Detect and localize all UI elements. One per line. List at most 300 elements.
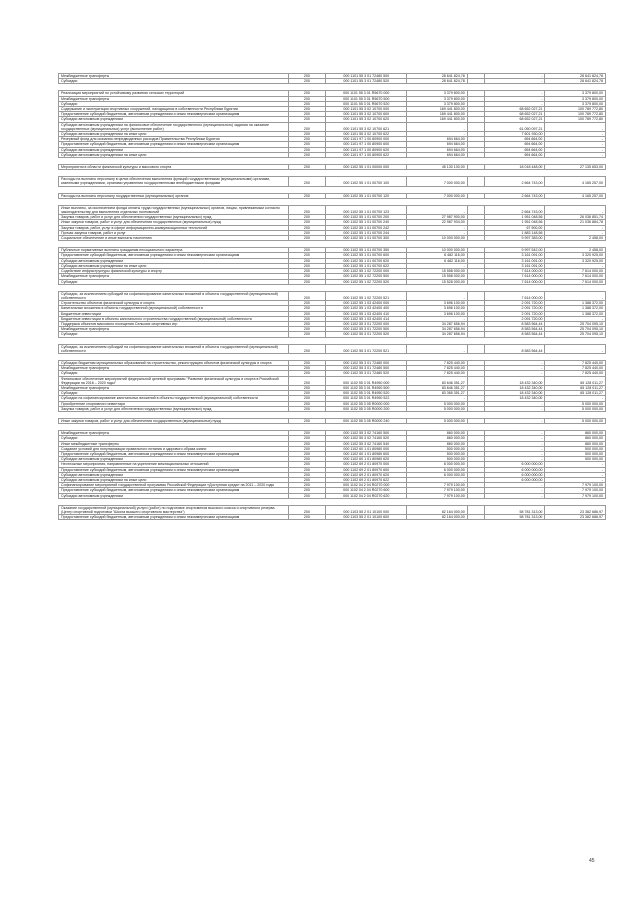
row-name-cell	[59, 411, 289, 418]
row-code-cell: 200	[288, 122, 326, 131]
row-executed-amount-cell: 6 000 000,00	[484, 472, 545, 477]
row-approved-amount-cell: 5 000 000,00	[407, 418, 468, 423]
row-classification-cell: 000 1101 97 1 00 80900 622	[326, 152, 407, 157]
row-executed-amount-cell: 6 000 000,00	[484, 467, 545, 472]
row-code-cell: 200	[288, 344, 326, 353]
row-approved-amount-cell: 3 696 100,00	[407, 301, 468, 306]
row-classification-cell: 000 1103 55 2 01 10100 600	[326, 515, 407, 520]
row-unexecuted-amount-cell	[545, 84, 606, 91]
row-name-cell: Субсидии	[59, 101, 289, 106]
row-name-cell: Межбюджетные трансферты	[59, 385, 289, 390]
row-approved-amount-cell: 27 987 900,00	[407, 215, 468, 220]
row-unexecuted-amount-cell: 65 128 011,27	[545, 385, 606, 390]
row-code-cell: 200	[288, 165, 326, 170]
row-name-cell: Прочая закупка товаров, работ и услуг	[59, 230, 289, 235]
row-approved-amount-cell: 169 441 800,00	[407, 112, 468, 117]
row-classification-cell: 000 1102 55 1 03 42400 410	[326, 311, 407, 316]
row-name-cell	[59, 337, 289, 344]
row-code-cell: 200	[288, 401, 326, 406]
row-unexecuted-amount-cell: 7 979 100,00	[545, 483, 606, 488]
row-code-cell	[288, 186, 326, 193]
row-code-cell: 200	[288, 327, 326, 332]
row-classification-cell: 000 1101 55 3 01 72480 500	[326, 74, 407, 79]
row-executed-amount-cell: -	[484, 366, 545, 371]
row-executed-amount-cell: -	[484, 457, 545, 462]
row-name-cell: Иные закупки товаров, работ и услуг для обеспечения государственных (муниципальных) нужд	[59, 418, 289, 423]
row-executed-amount-cell: 3 161 091,00	[484, 263, 545, 268]
row-executed-amount-cell: 7 614 000,00	[484, 274, 545, 279]
row-executed-amount-cell: 18 432 340,00	[484, 391, 545, 396]
row-name-cell: Содержание и эксплуатация спортивных сооружений, находящихся в собственности Республики Бурятия	[59, 107, 289, 112]
row-unexecuted-amount-cell: 4 165 257,00	[545, 177, 606, 186]
row-name-cell: Межбюджетные трансферты	[59, 74, 289, 79]
row-blank-cell	[467, 205, 484, 214]
row-name-cell	[59, 84, 289, 91]
row-executed-amount-cell: 68 652 027,21	[484, 107, 545, 112]
row-classification-cell: 000 1102 69 2 01 80970 600	[326, 467, 407, 472]
row-unexecuted-amount-cell: -	[545, 263, 606, 268]
row-name-cell: Неотложные мероприятия, направленные на укрепление межнациональных отношений	[59, 462, 289, 467]
row-classification-cell: 000 1102 55 3 02 74160 540	[326, 441, 407, 446]
row-unexecuted-amount-cell: 28 641 824,78	[545, 79, 606, 84]
row-code-cell: 200	[288, 418, 326, 423]
row-code-cell: 200	[288, 301, 326, 306]
table-spacer-row	[59, 284, 606, 291]
row-code-cell: 200	[288, 306, 326, 311]
row-unexecuted-amount-cell	[545, 158, 606, 165]
row-classification-cell: 000 1102 55 1 01 00700 620	[326, 258, 407, 263]
row-name-cell: Предоставление субсидий бюджетным, автономным учреждениям и иным некоммерческим организациям	[59, 451, 289, 456]
row-approved-amount-cell: -	[407, 316, 468, 321]
row-classification-cell	[326, 198, 407, 205]
row-unexecuted-amount-cell: 7 614 000,00	[545, 274, 606, 279]
row-name-cell: Субсидии автономным учреждениям на иные цели	[59, 152, 289, 157]
row-executed-amount-cell	[484, 498, 545, 505]
row-code-cell: 200	[288, 472, 326, 477]
row-approved-amount-cell: 82 164 000,00	[407, 505, 468, 514]
row-executed-amount-cell: -	[484, 493, 545, 498]
row-executed-amount-cell	[484, 353, 545, 360]
row-code-cell: 200	[288, 371, 326, 376]
row-unexecuted-amount-cell: 1 388 372,00	[545, 306, 606, 311]
row-classification-cell	[326, 158, 407, 165]
row-approved-amount-cell: 694 664,00	[407, 137, 468, 142]
table-spacer-row	[59, 198, 606, 205]
row-executed-amount-cell: 8 583 564,44	[484, 327, 545, 332]
row-code-cell: 200	[288, 321, 326, 326]
row-name-cell: Субсидии	[59, 79, 289, 84]
row-approved-amount-cell: 22 987 934,00	[407, 220, 468, 225]
row-approved-amount-cell: 28 641 824,78	[407, 74, 468, 79]
row-classification-cell: 000 1102 69 2 01 80970 000	[326, 462, 407, 467]
row-code-cell	[288, 158, 326, 165]
row-name-cell: Предоставление субсидий бюджетным, автономным учреждениям и иным некоммерческим организациям	[59, 112, 289, 117]
row-code-cell	[288, 284, 326, 291]
table-row	[59, 515, 606, 520]
row-classification-cell: 000 1102 69 2 01 80970 622	[326, 478, 407, 483]
row-code-cell: 200	[288, 431, 326, 436]
row-name-cell: Субсидии автономным учреждениям	[59, 258, 289, 263]
row-classification-cell: 000 1102 60 1 01 80980 600	[326, 451, 407, 456]
row-unexecuted-amount-cell: 65 128 011,27	[545, 376, 606, 385]
row-executed-amount-cell	[484, 284, 545, 291]
row-classification-cell	[326, 284, 407, 291]
row-executed-amount-cell: 7 601 930,00	[484, 132, 545, 137]
row-blank-cell	[467, 291, 484, 300]
row-classification-cell: 000 1101 55 3 02 10700 620	[326, 117, 407, 122]
row-name-cell: Закупка товаров, работ, услуг в сфере информационно-коммуникационных технологий	[59, 225, 289, 230]
row-name-cell: Иные межбюджетные трансферты	[59, 441, 289, 446]
row-unexecuted-amount-cell: 5 000 000,00	[545, 418, 606, 423]
table-row	[59, 376, 606, 385]
row-classification-cell: 000 1101 97 1 00 80900 600	[326, 142, 407, 147]
row-executed-amount-cell: -	[484, 483, 545, 488]
table-row	[59, 122, 606, 131]
row-name-cell: Субсидии	[59, 371, 289, 376]
row-classification-cell: 000 1102 55 1 02 72200 520	[326, 279, 407, 284]
row-approved-amount-cell: 694 664,00	[407, 152, 468, 157]
row-code-cell: 200	[288, 177, 326, 186]
row-code-cell: 200	[288, 483, 326, 488]
row-unexecuted-amount-cell	[545, 186, 606, 193]
row-code-cell: 200	[288, 101, 326, 106]
row-unexecuted-amount-cell: -	[545, 132, 606, 137]
table-spacer-row	[59, 424, 606, 431]
row-executed-amount-cell	[484, 158, 545, 165]
row-classification-cell: 000 1102 55 1 02 72200 521	[326, 291, 407, 300]
row-unexecuted-amount-cell: 860 000,00	[545, 441, 606, 446]
row-name-cell: Субсидии на софинансирование капитальных вложений в объекты государственной (муниципальной) собственности	[59, 396, 289, 401]
row-code-cell: 200	[288, 230, 326, 235]
row-unexecuted-amount-cell: 23 382 686,97	[545, 505, 606, 514]
row-executed-amount-cell	[484, 84, 545, 91]
row-code-cell: 200	[288, 258, 326, 263]
row-name-cell: Реализация мероприятий по устойчивому развитию сельских территорий	[59, 91, 289, 96]
row-approved-amount-cell: 860 000,00	[407, 436, 468, 441]
budget-table	[58, 73, 606, 520]
row-unexecuted-amount-cell: -	[545, 142, 606, 147]
table-spacer-row	[59, 498, 606, 505]
row-classification-cell: 000 1101 55 3 02 10700 621	[326, 122, 407, 131]
row-name-cell: Субсидии автономным учреждениям на иные цели	[59, 132, 289, 137]
row-unexecuted-amount-cell	[545, 411, 606, 418]
row-unexecuted-amount-cell: 7 979 100,00	[545, 493, 606, 498]
row-classification-cell: 000 1102 55 1 03 42400 414	[326, 316, 407, 321]
row-executed-amount-cell: 6 000 000,00	[484, 478, 545, 483]
row-classification-cell: 000 1102 55 1 02 72200 500	[326, 274, 407, 279]
row-name-cell: Публичные нормативные выплаты гражданам несоциального характера	[59, 248, 289, 253]
row-unexecuted-amount-cell: 7 614 000,00	[545, 269, 606, 274]
row-classification-cell: 000 1102 55 1 01 00700 240	[326, 220, 407, 225]
row-code-cell: 200	[288, 436, 326, 441]
row-unexecuted-amount-cell: -	[545, 472, 606, 477]
row-classification-cell: 000 1102 55 1 03 42400 000	[326, 301, 407, 306]
row-unexecuted-amount-cell: 2 458,00	[545, 248, 606, 253]
row-unexecuted-amount-cell: 3 379 800,00	[545, 101, 606, 106]
row-unexecuted-amount-cell	[545, 424, 606, 431]
row-unexecuted-amount-cell	[545, 198, 606, 205]
row-name-cell: Субсидии	[59, 436, 289, 441]
row-code-cell: 200	[288, 225, 326, 230]
row-executed-amount-cell: 8 583 564,44	[484, 344, 545, 353]
row-approved-amount-cell: -	[407, 478, 468, 483]
row-executed-amount-cell: 18 432 340,00	[484, 396, 545, 401]
row-name-cell	[59, 158, 289, 165]
row-approved-amount-cell: 10 000 000,00	[407, 236, 468, 241]
row-executed-amount-cell: -	[484, 371, 545, 376]
row-name-cell: Предоставление субсидий бюджетным, автономным учреждениям и иным некоммерческим организациям	[59, 515, 289, 520]
row-executed-amount-cell: 2 664 743,00	[484, 205, 545, 214]
row-name-cell: Бюджетные инвестиции	[59, 311, 289, 316]
row-unexecuted-amount-cell: 4 165 257,00	[545, 193, 606, 198]
table-spacer-row	[59, 84, 606, 91]
row-approved-amount-cell: 7 000 000,00	[407, 193, 468, 198]
table-spacer-row	[59, 170, 606, 177]
row-unexecuted-amount-cell: 5 000 000,00	[545, 401, 606, 406]
row-code-cell: 200	[288, 505, 326, 514]
row-executed-amount-cell: 1 951 048,56	[484, 220, 545, 225]
row-code-cell: 200	[288, 152, 326, 157]
row-code-cell: 200	[288, 441, 326, 446]
row-classification-cell: 000 1102 55 1 01 00000 000	[326, 165, 407, 170]
row-code-cell: 200	[288, 220, 326, 225]
row-executed-amount-cell: 9 997 383,00	[484, 236, 545, 241]
row-blank-cell	[467, 122, 484, 131]
row-unexecuted-amount-cell: 25 704 095,10	[545, 327, 606, 332]
row-approved-amount-cell: 860 000,00	[407, 441, 468, 446]
row-approved-amount-cell: -	[407, 225, 468, 230]
row-unexecuted-amount-cell: 100 789 772,80	[545, 107, 606, 112]
row-approved-amount-cell: 83 365 351,27	[407, 391, 468, 396]
row-unexecuted-amount-cell: -	[545, 396, 606, 401]
row-approved-amount-cell: 7 979 100,00	[407, 483, 468, 488]
row-code-cell: 200	[288, 515, 326, 520]
table-spacer-row	[59, 241, 606, 248]
row-unexecuted-amount-cell: 7 979 100,00	[545, 488, 606, 493]
row-unexecuted-amount-cell	[545, 498, 606, 505]
row-unexecuted-amount-cell: -	[545, 122, 606, 131]
row-executed-amount-cell: -	[484, 401, 545, 406]
row-approved-amount-cell: 15 558 000,00	[407, 269, 468, 274]
row-executed-amount-cell: 2 091 720,00	[484, 311, 545, 316]
row-blank-cell	[467, 284, 484, 291]
row-unexecuted-amount-cell: 860 000,00	[545, 436, 606, 441]
row-executed-amount-cell: 2 091 720,00	[484, 301, 545, 306]
row-approved-amount-cell	[407, 284, 468, 291]
row-classification-cell: 000 1102 55 1 01 00700 123	[326, 205, 407, 214]
row-code-cell: 200	[288, 132, 326, 137]
row-unexecuted-amount-cell: 7 825 440,00	[545, 366, 606, 371]
row-approved-amount-cell: 83 646 351,27	[407, 385, 468, 390]
row-name-cell: Оказание государственной (муниципальной) услуги (работ) по подготовке спортсменов высокого класса и спортивного резерва (Центр спортивной подготовки "Школа высшего спортивного мастерства")	[59, 505, 289, 514]
row-executed-amount-cell: -	[484, 101, 545, 106]
row-name-cell: Субсидии автономным учреждениям на финансовое обеспечение государственного (муниципального) задания на оказание государственных (муниципальных) услуг (выполнение работ)	[59, 122, 289, 131]
row-approved-amount-cell: 6 000 000,00	[407, 462, 468, 467]
row-name-cell: Закупка товаров, работ и услуг для обеспечения государственных (муниципальных) нужд	[59, 215, 289, 220]
row-unexecuted-amount-cell: 26 036 851,74	[545, 215, 606, 220]
row-name-cell: Содействие инфраструктуры физической культуры и спорту	[59, 269, 289, 274]
row-code-cell: 200	[288, 215, 326, 220]
row-blank-cell	[467, 498, 484, 505]
row-unexecuted-amount-cell: 3 320 925,00	[545, 253, 606, 258]
row-executed-amount-cell: -	[484, 446, 545, 451]
row-name-cell	[59, 353, 289, 360]
row-blank-cell	[467, 353, 484, 360]
row-blank-cell	[467, 198, 484, 205]
row-classification-cell: 000 1101 55 3 02 10700 600	[326, 112, 407, 117]
row-approved-amount-cell: -	[407, 263, 468, 268]
row-executed-amount-cell: 61 050 097,21	[484, 122, 545, 131]
row-code-cell	[288, 424, 326, 431]
row-name-cell: Субсидии, за исключением субсидий на софинансирование капитальных вложений в объекты государственной (муниципальной) собственности	[59, 344, 289, 353]
row-executed-amount-cell: 3 161 091,00	[484, 253, 545, 258]
row-name-cell: Субсидии автономным учреждениям на иные цели	[59, 263, 289, 268]
row-unexecuted-amount-cell: 860 000,00	[545, 431, 606, 436]
row-name-cell: Межбюджетные трансферты	[59, 274, 289, 279]
row-executed-amount-cell	[484, 411, 545, 418]
row-unexecuted-amount-cell	[545, 337, 606, 344]
row-name-cell	[59, 498, 289, 505]
row-name-cell: Субсидии автономным учреждениям на иные цели	[59, 478, 289, 483]
row-unexecuted-amount-cell: 21 036 884,78	[545, 220, 606, 225]
row-code-cell	[288, 170, 326, 177]
row-executed-amount-cell: -	[484, 431, 545, 436]
row-classification-cell: 000 1102 55 1 01 00700 622	[326, 263, 407, 268]
row-classification-cell	[326, 337, 407, 344]
row-code-cell: 200	[288, 457, 326, 462]
row-code-cell: 200	[288, 253, 326, 258]
row-approved-amount-cell	[407, 198, 468, 205]
row-name-cell: Межбюджетные трансферты	[59, 431, 289, 436]
row-name-cell: Бюджетные инвестиции в объекты капитального строительства государственной (муниципальной) собственности	[59, 316, 289, 321]
row-classification-cell: 000 1102 55 3 01 72480 000	[326, 360, 407, 365]
row-approved-amount-cell: -	[407, 396, 468, 401]
row-approved-amount-cell: 82 164 000,00	[407, 515, 468, 520]
row-classification-cell: 000 1102 55 3 05 R0000 240	[326, 418, 407, 423]
row-name-cell: Предоставление субсидий бюджетным, автономным учреждениям и иным некоммерческим организациям	[59, 467, 289, 472]
row-executed-amount-cell: -	[484, 74, 545, 79]
row-classification-cell	[326, 241, 407, 248]
row-code-cell: 200	[288, 193, 326, 198]
row-name-cell: Субсидии	[59, 279, 289, 284]
row-name-cell: Мероприятия в области физической культуры и массового спорта	[59, 165, 289, 170]
table-spacer-row	[59, 186, 606, 193]
row-executed-amount-cell: 2 664 743,00	[484, 177, 545, 186]
row-code-cell	[288, 198, 326, 205]
row-unexecuted-amount-cell: 100 789 772,80	[545, 117, 606, 122]
row-executed-amount-cell: -	[484, 91, 545, 96]
row-approved-amount-cell: 5 000 000,00	[407, 406, 468, 411]
row-executed-amount-cell: -	[484, 79, 545, 84]
row-code-cell: 200	[288, 74, 326, 79]
row-code-cell: 200	[288, 142, 326, 147]
row-unexecuted-amount-cell: 3 320 925,00	[545, 258, 606, 263]
row-classification-cell: 000 1101 55 3 01 R5670 520	[326, 101, 407, 106]
row-approved-amount-cell: 7 825 440,00	[407, 360, 468, 365]
row-classification-cell: 000 1101 55 3 01 R5670 500	[326, 96, 407, 101]
row-approved-amount-cell: 500 000,00	[407, 446, 468, 451]
row-approved-amount-cell: 6 000 000,00	[407, 467, 468, 472]
row-classification-cell: 000 1102 55 1 01 00700 100	[326, 177, 407, 186]
row-executed-amount-cell: 7 614 000,00	[484, 269, 545, 274]
row-classification-cell: 000 1102 55 3 01 R4950 522	[326, 396, 407, 401]
row-classification-cell	[326, 84, 407, 91]
row-unexecuted-amount-cell: 100 789 772,80	[545, 112, 606, 117]
row-classification-cell: 000 1101 55 3 02 10700 622	[326, 132, 407, 137]
row-unexecuted-amount-cell: -	[545, 152, 606, 157]
row-code-cell	[288, 84, 326, 91]
row-classification-cell: 000 1102 55 3 01 72200 000	[326, 321, 407, 326]
row-executed-amount-cell: 18 432 340,00	[484, 376, 545, 385]
row-classification-cell: 000 1102 55 3 02 74160 520	[326, 436, 407, 441]
row-name-cell: Софинансирование мероприятий государственной программы Российской Федерации «Доступная среда» на 2011 – 2020 годы	[59, 483, 289, 488]
table-row	[59, 177, 606, 186]
row-approved-amount-cell: 15 528 000,00	[407, 279, 468, 284]
row-approved-amount-cell	[407, 411, 468, 418]
row-executed-amount-cell: -	[484, 488, 545, 493]
row-executed-amount-cell: -	[484, 96, 545, 101]
row-name-cell: Субсидии автономным учреждениям	[59, 472, 289, 477]
row-name-cell: Предоставление субсидий бюджетным, автономным учреждениям и иным некоммерческим организациям	[59, 253, 289, 258]
row-blank-cell	[467, 158, 484, 165]
row-name-cell	[59, 424, 289, 431]
row-code-cell: 200	[288, 366, 326, 371]
row-approved-amount-cell: 3 379 800,00	[407, 91, 468, 96]
row-classification-cell: 000 1102 55 3 01 72200 521	[326, 344, 407, 353]
row-approved-amount-cell: -	[407, 344, 468, 353]
row-unexecuted-amount-cell: 3 379 800,00	[545, 91, 606, 96]
row-unexecuted-amount-cell: 65 128 011,27	[545, 391, 606, 396]
row-classification-cell: 000 1102 55 1 03 42400 400	[326, 306, 407, 311]
row-executed-amount-cell: 67 900,00	[484, 225, 545, 230]
row-blank-cell	[467, 376, 484, 385]
row-executed-amount-cell	[484, 424, 545, 431]
row-executed-amount-cell: 2 664 743,00	[484, 193, 545, 198]
row-classification-cell	[326, 186, 407, 193]
row-unexecuted-amount-cell: 28 641 824,78	[545, 74, 606, 79]
row-approved-amount-cell: 5 000 000,00	[407, 401, 468, 406]
row-unexecuted-amount-cell: -	[545, 316, 606, 321]
row-code-cell: 200	[288, 147, 326, 152]
row-name-cell: Предоставление субсидий бюджетным, автономным учреждениям и иным некоммерческим организациям	[59, 488, 289, 493]
row-name-cell: Приобретение спортивного инвентаря	[59, 401, 289, 406]
row-approved-amount-cell: 169 441 800,00	[407, 107, 468, 112]
row-name-cell	[59, 198, 289, 205]
row-approved-amount-cell: 7 825 440,00	[407, 371, 468, 376]
row-approved-amount-cell: 500 000,00	[407, 457, 468, 462]
row-approved-amount-cell: 6 000 000,00	[407, 472, 468, 477]
row-approved-amount-cell: 3 696 100,00	[407, 306, 468, 311]
row-classification-cell: 000 1102 55 1 01 00700 244	[326, 230, 407, 235]
row-code-cell: 200	[288, 236, 326, 241]
row-code-cell: 200	[288, 396, 326, 401]
row-classification-cell: 000 1102 60 1 01 80980 620	[326, 457, 407, 462]
row-classification-cell: 000 1102 55 3 01 R4950 000	[326, 376, 407, 385]
row-unexecuted-amount-cell: -	[545, 137, 606, 142]
row-classification-cell: 000 1102 69 2 01 80970 620	[326, 472, 407, 477]
row-name-cell: Межбюджетные трансферты	[59, 366, 289, 371]
row-code-cell	[288, 353, 326, 360]
row-approved-amount-cell: 45 130 100,00	[407, 165, 468, 170]
row-code-cell: 200	[288, 96, 326, 101]
row-executed-amount-cell: -	[484, 451, 545, 456]
row-name-cell: Субсидии	[59, 332, 289, 337]
row-executed-amount-cell	[484, 337, 545, 344]
row-executed-amount-cell: 694 664,00	[484, 137, 545, 142]
row-approved-amount-cell: 15 558 000,00	[407, 274, 468, 279]
row-unexecuted-amount-cell: -	[545, 467, 606, 472]
row-approved-amount-cell	[407, 170, 468, 177]
